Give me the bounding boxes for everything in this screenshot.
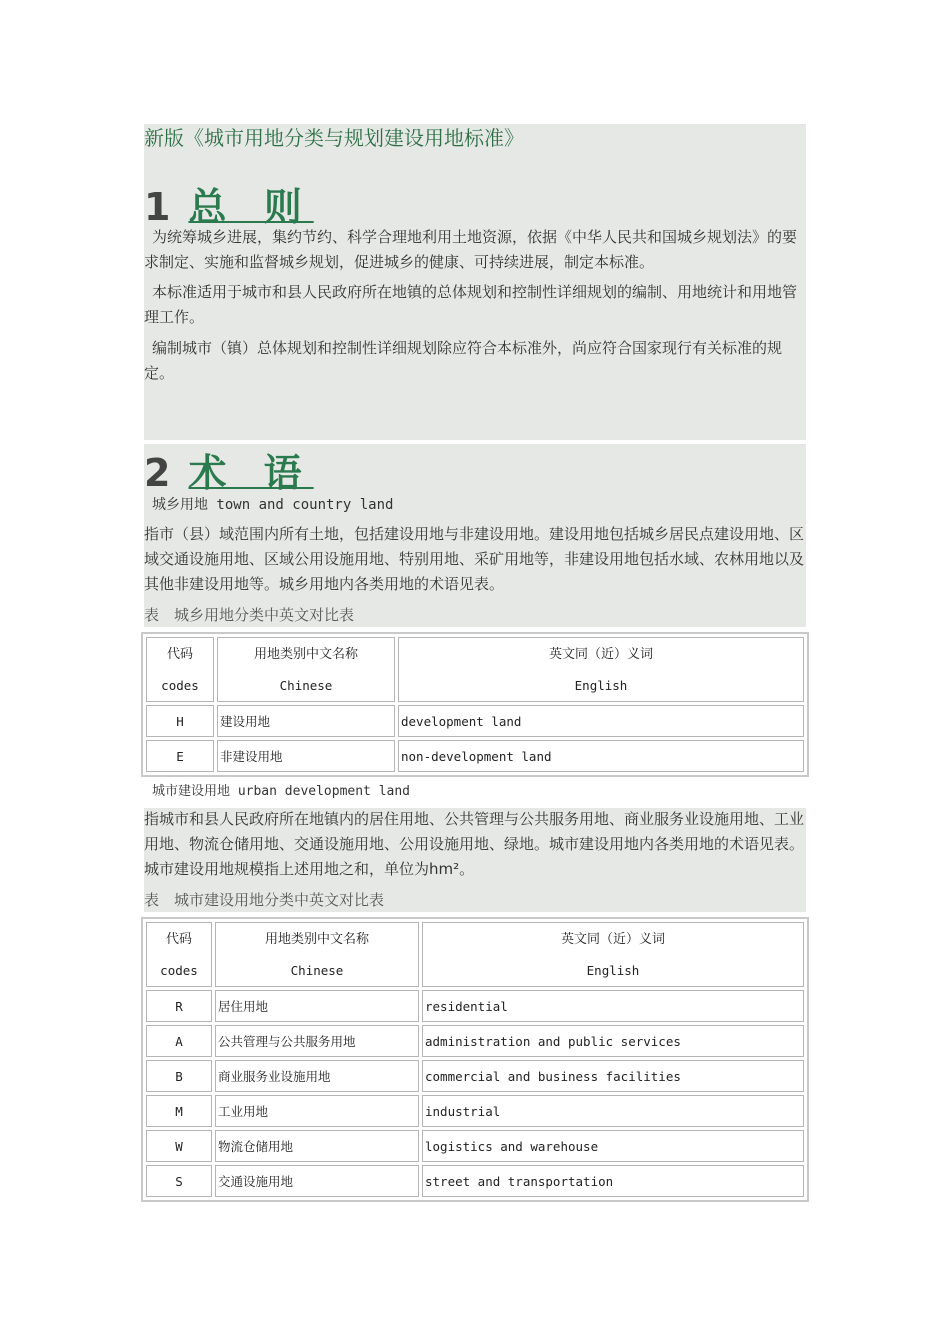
section1-heading <box>144 176 314 231</box>
header-name-en: Chinese <box>279 678 333 693</box>
header-code-en: codes <box>161 678 199 693</box>
code-cell: E <box>146 740 214 772</box>
code-cell: M <box>146 1095 212 1127</box>
table-caption: 表 城市建设用地分类中英文对比表 <box>144 891 385 909</box>
code-cell: A <box>146 1025 212 1057</box>
urban-land-classification-table <box>141 917 809 1202</box>
header-name-en: Chinese <box>290 963 344 978</box>
english-name-cell: non-development land <box>398 740 804 772</box>
paragraph: 为统筹城乡进展，集约节约、科学合理地利用土地资源，依据《中华人民共和国城乡规划法》的要求制定、实施和监督城乡规划，促进城乡的健康、可持续进展，制定本标准。 <box>144 228 798 271</box>
code-cell: R <box>146 990 212 1022</box>
english-name-cell: commercial and business facilities <box>422 1060 804 1092</box>
code-cell: B <box>146 1060 212 1092</box>
english-name-cell: logistics and warehouse <box>422 1130 804 1162</box>
header-english-cn: 英文同（近）义词 <box>548 647 653 662</box>
header-code-en: codes <box>160 963 198 978</box>
header-code <box>146 922 212 987</box>
chinese-name-cell: 交通设施用地 <box>215 1165 419 1197</box>
chinese-name-cell: 居住用地 <box>215 990 419 1022</box>
term-heading-text: 城市建设用地 urban development land <box>152 784 411 799</box>
table-row <box>146 1060 804 1092</box>
table-caption: 表 城乡用地分类中英文对比表 <box>144 606 355 624</box>
table-row <box>146 1165 804 1197</box>
english-name-cell: administration and public services <box>422 1025 804 1057</box>
header-english <box>422 922 804 987</box>
english-name-cell: street and transportation <box>422 1165 804 1197</box>
table-row <box>146 1025 804 1057</box>
english-name-cell: development land <box>398 705 804 737</box>
english-name-cell: industrial <box>422 1095 804 1127</box>
paragraph: 指城市和县人民政府所在地镇内的居住用地、公共管理与公共服务用地、商业服务业设施用地、工业用地、物流仓储用地、交通设施用地、公用设施用地、绿地。城市建设用地内各类用地的术语见表。城市建设用地规模指上述用地之和，单位为hm²。 <box>144 810 805 878</box>
header-english <box>398 637 804 702</box>
table-row <box>146 740 804 772</box>
section-title: 总 则 <box>188 185 314 229</box>
header-name-cn: 用地类别中文名称 <box>264 932 369 947</box>
document-title: 新版《城市用地分类与规划建设用地标准》 <box>144 126 524 150</box>
header-code-cn: 代码 <box>165 932 192 947</box>
term-heading: 城乡用地 town and country land <box>152 497 394 513</box>
chinese-name-cell: 商业服务业设施用地 <box>215 1060 419 1092</box>
paragraph: 本标准适用于城市和县人民政府所在地镇的总体规划和控制性详细规划的编制、用地统计和用地管理工作。 <box>144 283 798 326</box>
paragraph: 编制城市（镇）总体规划和控制性详细规划除应符合本标准外，尚应符合国家现行有关标准的规定。 <box>144 339 783 382</box>
header-code-cn: 代码 <box>166 647 193 662</box>
header-english-cn: 英文同（近）义词 <box>560 932 665 947</box>
table-row <box>146 1130 804 1162</box>
section-title: 术 语 <box>188 451 314 495</box>
chinese-name-cell: 工业用地 <box>215 1095 419 1127</box>
paragraph: 指市（县）域范围内所有土地，包括建设用地与非建设用地。建设用地包括城乡居民点建设用地、区域交通设施用地、区域公用设施用地、特别用地、采矿用地等，非建设用地包括水域、农林用地以及其他非建设用地等。城乡用地内各类用地的术语见表。 <box>144 525 805 593</box>
section-number: 1 <box>144 185 171 229</box>
table-header-row <box>146 922 804 987</box>
code-cell: H <box>146 705 214 737</box>
chinese-name-cell: 公共管理与公共服务用地 <box>215 1025 419 1057</box>
chinese-name-cell: 建设用地 <box>217 705 395 737</box>
header-name <box>217 637 395 702</box>
chinese-name-cell: 非建设用地 <box>217 740 395 772</box>
header-english-en: English <box>586 963 640 978</box>
header-code <box>146 637 214 702</box>
land-classification-table <box>141 632 809 777</box>
header-name <box>215 922 419 987</box>
section2-heading <box>144 442 314 497</box>
term-heading <box>152 780 410 799</box>
table-row <box>146 990 804 1022</box>
header-english-en: English <box>574 678 628 693</box>
english-name-cell: residential <box>422 990 804 1022</box>
chinese-name-cell: 物流仓储用地 <box>215 1130 419 1162</box>
table-row <box>146 705 804 737</box>
table-header-row <box>146 637 804 702</box>
code-cell: W <box>146 1130 212 1162</box>
code-cell: S <box>146 1165 212 1197</box>
table-row <box>146 1095 804 1127</box>
section-number: 2 <box>144 451 171 495</box>
header-name-cn: 用地类别中文名称 <box>253 647 358 662</box>
